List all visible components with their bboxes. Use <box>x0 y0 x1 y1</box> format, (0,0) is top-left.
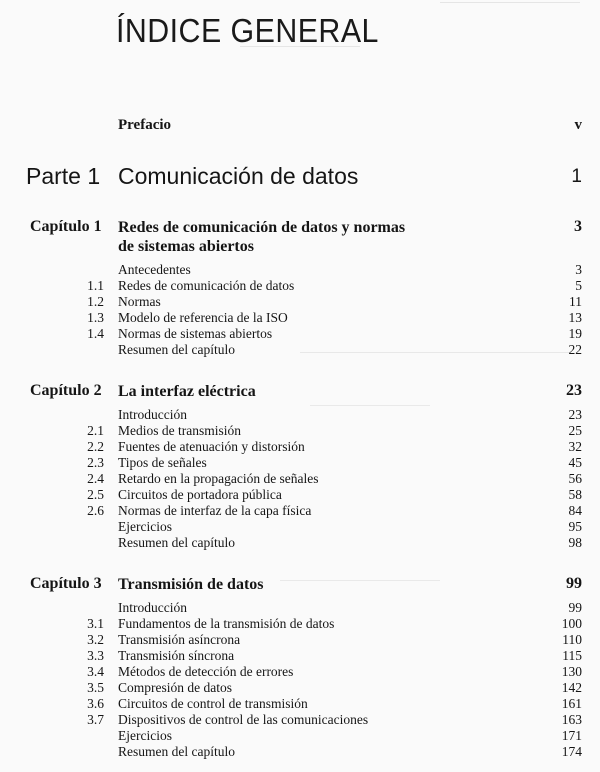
section-title: Resumen del capítulo <box>118 744 235 759</box>
section-page-number: 32 <box>568 439 582 454</box>
section-page-number: 98 <box>568 535 582 550</box>
toc-entry <box>0 728 600 744</box>
section-number: 3.5 <box>87 680 104 695</box>
section-page-number: 22 <box>568 342 582 357</box>
section-title: Compresión de datos <box>118 680 232 695</box>
section-title: Ejercicios <box>118 519 172 534</box>
section-page-number: 11 <box>569 294 582 309</box>
section-title: Tipos de señales <box>118 455 207 470</box>
section-page-number: 23 <box>568 407 582 422</box>
toc-entry <box>0 407 600 423</box>
toc-entry <box>0 744 600 760</box>
part-label: Parte 1 <box>26 163 101 189</box>
section-number: 2.1 <box>87 423 104 438</box>
section-title: Resumen del capítulo <box>118 342 235 357</box>
section-number: 2.4 <box>87 471 104 486</box>
section-number: 1.1 <box>87 278 104 293</box>
section-page-number: 99 <box>568 600 582 615</box>
section-number: 2.6 <box>87 503 104 518</box>
toc-entry <box>0 519 600 535</box>
section-title: Normas de sistemas abiertos <box>118 326 273 341</box>
part-page-number: 1 <box>571 166 582 187</box>
toc-entry <box>0 455 600 471</box>
chapter-label: Capítulo 2 <box>30 382 102 399</box>
section-number: 2.3 <box>87 455 104 470</box>
toc-entry <box>0 471 600 487</box>
toc-entry <box>0 616 600 632</box>
section-number: 3.1 <box>87 616 104 631</box>
section-page-number: 100 <box>561 616 582 631</box>
section-page-number: 163 <box>561 712 582 727</box>
section-title: Ejercicios <box>118 728 172 743</box>
toc-entry <box>0 278 600 294</box>
section-title: Circuitos de control de transmisión <box>118 696 308 711</box>
toc-entry <box>0 712 600 728</box>
chapter-title: La interfaz eléctrica <box>118 383 256 400</box>
chapter-page-number: 23 <box>566 382 582 399</box>
toc-entry <box>0 439 600 455</box>
section-title: Dispositivos de control de las comunicaciones <box>118 712 369 727</box>
section-page-number: 95 <box>568 519 582 534</box>
chapter-1-entries <box>0 262 600 358</box>
toc-entry <box>0 342 600 358</box>
section-title: Redes de comunicación de datos <box>118 278 295 293</box>
prefacio-label: Prefacio <box>118 117 172 133</box>
toc-entry <box>0 487 600 503</box>
section-title: Fuentes de atenuación y distorsión <box>118 439 305 454</box>
section-page-number: 5 <box>575 278 582 293</box>
chapter-page-number: 3 <box>574 218 582 235</box>
chapter-label: Capítulo 1 <box>30 218 102 235</box>
toc-entry <box>0 326 600 342</box>
section-page-number: 45 <box>568 455 582 470</box>
section-page-number: 19 <box>568 326 582 341</box>
section-title: Métodos de detección de errores <box>118 664 294 679</box>
section-title: Circuitos de portadora pública <box>118 487 282 502</box>
chapter-page-number: 99 <box>566 575 582 592</box>
section-title: Transmisión asíncrona <box>118 632 241 647</box>
toc-entry <box>0 262 600 278</box>
toc-entry <box>0 503 600 519</box>
toc-entry <box>0 696 600 712</box>
page-title: ÍNDICE GENERAL <box>116 12 379 49</box>
section-page-number: 174 <box>561 744 582 759</box>
toc-entry <box>0 648 600 664</box>
bleed-through-decoration <box>280 580 440 587</box>
prefacio-page-number: v <box>574 117 582 133</box>
section-page-number: 161 <box>561 696 582 711</box>
section-number: 3.4 <box>87 664 104 679</box>
section-number: 3.2 <box>87 632 104 647</box>
section-number: 3.3 <box>87 648 104 663</box>
toc-entry <box>0 310 600 326</box>
section-number: 2.5 <box>87 487 104 502</box>
section-title: Resumen del capítulo <box>118 535 235 550</box>
section-number: 1.4 <box>87 326 104 341</box>
section-title: Normas <box>118 294 161 309</box>
section-title: Retardo en la propagación de señales <box>118 471 319 486</box>
section-page-number: 58 <box>568 487 582 502</box>
section-title: Introducción <box>118 600 187 615</box>
section-page-number: 171 <box>561 728 582 743</box>
chapter-title: Redes de comunicación de datos y normas de sistemas abiertos <box>118 219 406 255</box>
section-title: Medios de transmisión <box>118 423 241 438</box>
section-title: Transmisión síncrona <box>118 648 235 663</box>
section-title: Antecedentes <box>118 262 191 277</box>
section-title: Introducción <box>118 407 187 422</box>
chapter-title: Transmisión de datos <box>118 576 264 593</box>
section-page-number: 3 <box>575 262 582 277</box>
section-page-number: 130 <box>561 664 582 679</box>
toc-entry <box>0 632 600 648</box>
section-number: 3.6 <box>87 696 104 711</box>
toc-entry <box>0 680 600 696</box>
toc-entry <box>0 423 600 439</box>
section-page-number: 56 <box>568 471 582 486</box>
part-heading <box>26 163 359 190</box>
chapter-3-entries <box>0 600 600 760</box>
section-page-number: 25 <box>568 423 582 438</box>
chapter-label: Capítulo 3 <box>30 575 102 592</box>
part-title: Comunicación de datos <box>118 163 359 189</box>
toc-entry <box>0 600 600 616</box>
toc-entry <box>0 664 600 680</box>
section-title: Fundamentos de la transmisión de datos <box>118 616 335 631</box>
section-page-number: 110 <box>562 632 582 647</box>
toc-entry <box>0 294 600 310</box>
section-number: 3.7 <box>87 712 104 727</box>
bleed-through-decoration <box>440 2 580 11</box>
toc-entry <box>0 535 600 551</box>
section-title: Normas de interfaz de la capa física <box>118 503 312 518</box>
section-page-number: 84 <box>568 503 582 518</box>
section-page-number: 142 <box>561 680 582 695</box>
section-number: 1.3 <box>87 310 104 325</box>
section-number: 2.2 <box>87 439 104 454</box>
chapter-2-entries <box>0 407 600 551</box>
section-number: 1.2 <box>87 294 104 309</box>
section-page-number: 115 <box>562 648 582 663</box>
section-title: Modelo de referencia de la ISO <box>118 310 288 325</box>
section-page-number: 13 <box>568 310 582 325</box>
